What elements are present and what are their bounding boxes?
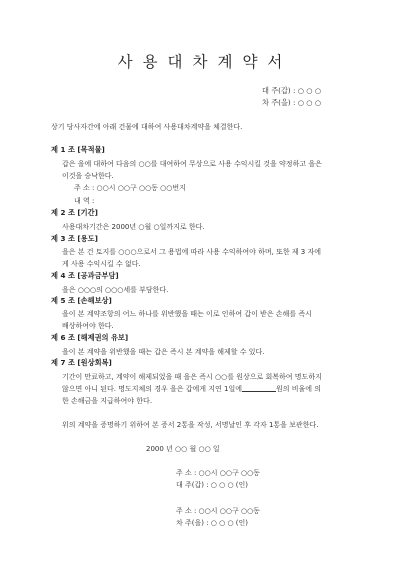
borrower-sign-address: 주 소 : ○○시 ○○구 ○○동 [176,507,260,515]
borrower-sign-name: 차 주(을) : ○ ○ ○ (인) [176,519,249,527]
article-5-line-1: 을이 본 계약조항의 어느 하나를 위반했을 때는 이로 인하여 갑이 받은 손해를 즉시 [62,310,312,318]
lender-line: 대 주(갑) : ○ ○ ○ [262,86,322,95]
article-6-heading: 제 6 조 [해제권의 유보] [51,333,129,342]
article-7-line-2 [62,383,354,396]
borrower-line: 차 주(을) : ○ ○ ○ [262,98,322,107]
article-1-line-2: 이것을 승낙한다. [62,172,114,180]
lender-sign-address: 주 소 : ○○시 ○○구 ○○동 [176,469,260,477]
intro-text: 상기 당사자간에 아래 건물에 대하여 사용대차계약을 체결한다. [51,123,243,131]
article-1-contents: 내 역 : [74,197,95,205]
article-3-heading: 제 3 조 [용도] [51,234,98,243]
article-7-heading: 제 7 조 [원상회복] [51,358,112,367]
article-7-line-2-text: 않으면 아니 된다. 명도지체의 경우 을은 갑에게 지연 1일에 [62,385,243,393]
contract-date: 2000 년 ○○ 월 ○○ 일 [146,445,220,453]
closing-text: 위의 계약을 증명하기 위하여 본 증서 2통을 작성, 서명날인 후 각자 1통을 보관한다. [62,421,319,429]
article-4-heading: 제 4 조 [공과금부담] [51,271,119,280]
article-7-line-1: 기간이 만료하고, 계약이 해제되었을 때 을은 즉시 ○○를 원상으로 회복하여 명도하지 [62,373,322,381]
article-3-line-2: 게 사용 수익시킬 수 없다. [62,260,141,268]
document-title: 사용대차계약서 [117,53,293,71]
article-7-line-2-suffix: 원의 비율에 의 [276,385,322,393]
article-3-line-1: 을은 본 건 토지를 ○○○으로서 그 용법에 따라 사용 수익하여야 하며, 또한 제 3 자에 [62,248,322,256]
article-6-line-1: 을이 본 계약을 위반했을 때는 갑은 즉시 본 계약을 해제할 수 있다. [62,348,265,356]
amount-blank [242,385,276,392]
lender-sign-name: 대 주(갑) : ○ ○ ○ (인) [176,481,249,489]
article-2-line-1: 사용대차기간은 2000년 ○월 ○일까지로 한다. [62,223,205,231]
article-7-line-3: 한 손해금을 지급하여야 한다. [62,397,153,405]
article-1-line-1: 갑은 을에 대하여 다음의 ○○를 대여하여 무상으로 사용 수익시킬 것을 약정하고 을은 [62,160,322,168]
article-1-heading: 제 1 조 [목적물] [51,145,105,154]
article-2-heading: 제 2 조 [기간] [51,208,98,217]
article-1-address: 주 소 : ○○시 ○○구 ○○동 ○○번지 [74,184,186,192]
article-5-heading: 제 5 조 [손해보상] [51,296,112,305]
article-4-line-1: 을은 ○○○의 ○○○세를 부담한다. [62,286,169,294]
article-5-line-2: 배상하여야 한다. [62,322,114,330]
